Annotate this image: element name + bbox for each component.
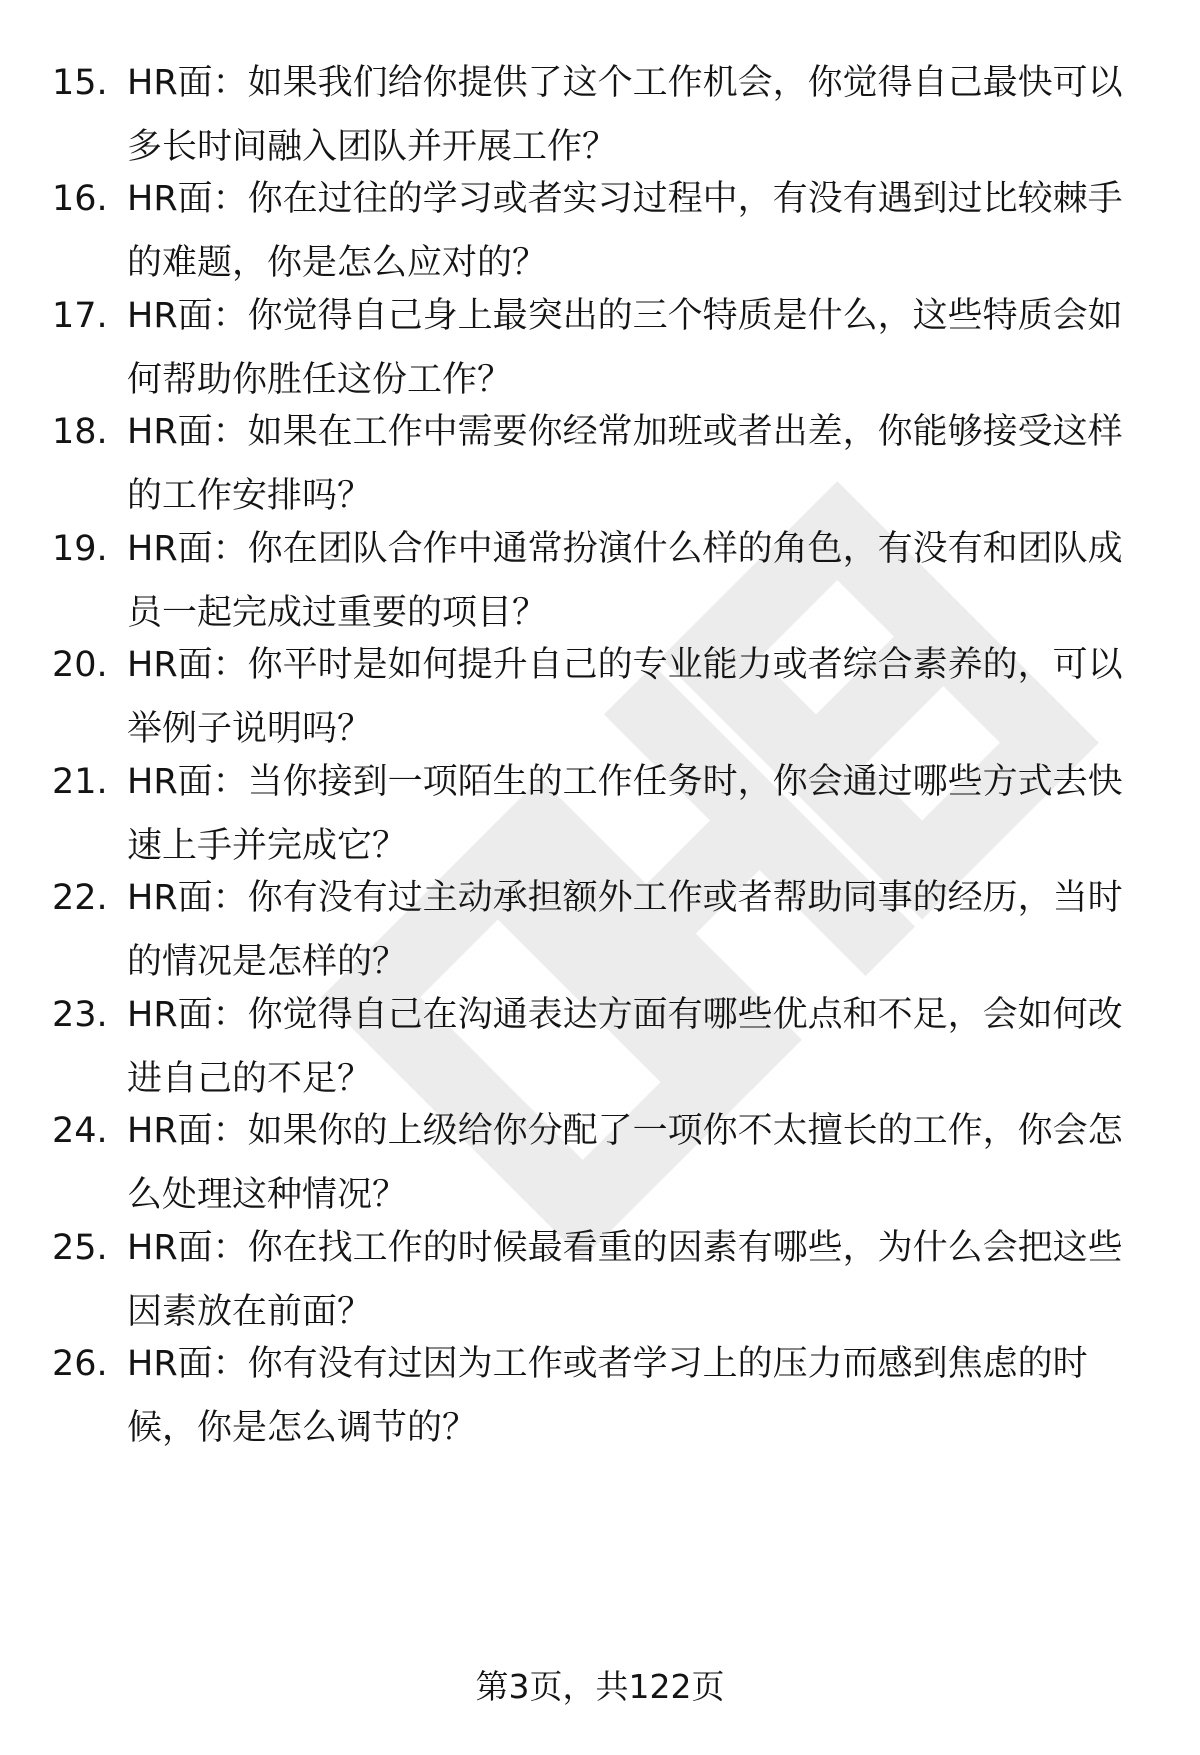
question-number: 17. (52, 296, 108, 336)
question-text-line-1: HR面：如果在工作中需要你经常加班或者出差，你能够接受这样 (127, 412, 1123, 452)
page-number-footer: 第3页，共122页 (475, 1667, 725, 1706)
question-text-line-2: 么处理这种情况？ (127, 1175, 408, 1215)
question-item (0, 990, 1200, 1100)
question-number: 18. (52, 412, 108, 452)
question-text-line-2: 因素放在前面？ (127, 1292, 373, 1332)
question-text-line-2: 进自己的不足？ (127, 1059, 373, 1099)
question-text-line-2: 的工作安排吗？ (127, 476, 373, 516)
question-text-line-1: HR面：你平时是如何提升自己的专业能力或者综合素养的，可以 (127, 645, 1123, 685)
question-item (0, 1339, 1200, 1449)
question-item (0, 1106, 1200, 1216)
question-text-line-1: HR面：如果我们给你提供了这个工作机会，你觉得自己最快可以 (127, 63, 1123, 103)
question-item (0, 174, 1200, 284)
question-text-line-1: HR面：当你接到一项陌生的工作任务时，你会通过哪些方式去快 (127, 762, 1123, 802)
question-text-line-2: 何帮助你胜任这份工作？ (127, 360, 513, 400)
question-number: 16. (52, 179, 108, 219)
question-item (0, 757, 1200, 867)
question-number: 24. (52, 1111, 108, 1151)
question-number: 26. (52, 1344, 108, 1384)
question-number: 21. (52, 762, 108, 802)
question-text-line-2: 候，你是怎么调节的？ (127, 1408, 478, 1448)
question-text-line-1: HR面：你在找工作的时候最看重的因素有哪些，为什么会把这些 (127, 1228, 1123, 1268)
question-text-line-2: 举例子说明吗？ (127, 709, 373, 749)
question-number: 22. (52, 878, 108, 918)
question-text-line-2: 的难题，你是怎么应对的？ (127, 243, 548, 283)
question-item (0, 524, 1200, 634)
question-number: 23. (52, 995, 108, 1035)
question-text-line-1: HR面：你有没有过因为工作或者学习上的压力而感到焦虑的时 (127, 1344, 1088, 1384)
question-text-line-1: HR面：如果你的上级给你分配了一项你不太擅长的工作，你会怎 (127, 1111, 1123, 1151)
question-number: 25. (52, 1228, 108, 1268)
question-item (0, 873, 1200, 983)
question-item (0, 407, 1200, 517)
question-text-line-2: 员一起完成过重要的项目？ (127, 593, 548, 633)
question-number: 19. (52, 529, 108, 569)
question-text-line-2: 多长时间融入团队并开展工作？ (127, 127, 618, 167)
question-item (0, 58, 1200, 168)
question-item (0, 1223, 1200, 1333)
question-text-line-1: HR面：你在过往的学习或者实习过程中，有没有遇到过比较棘手 (127, 179, 1123, 219)
question-text-line-1: HR面：你觉得自己身上最突出的三个特质是什么，这些特质会如 (127, 296, 1123, 336)
question-text-line-2: 的情况是怎样的？ (127, 942, 408, 982)
question-text-line-1: HR面：你觉得自己在沟通表达方面有哪些优点和不足，会如何改 (127, 995, 1123, 1035)
question-number: 20. (52, 645, 108, 685)
question-text-line-1: HR面：你在团队合作中通常扮演什么样的角色，有没有和团队成 (127, 529, 1123, 569)
question-text-line-1: HR面：你有没有过主动承担额外工作或者帮助同事的经历，当时 (127, 878, 1123, 918)
question-item (0, 291, 1200, 401)
question-item (0, 640, 1200, 750)
question-number: 15. (52, 63, 108, 103)
question-text-line-2: 速上手并完成它？ (127, 826, 408, 866)
